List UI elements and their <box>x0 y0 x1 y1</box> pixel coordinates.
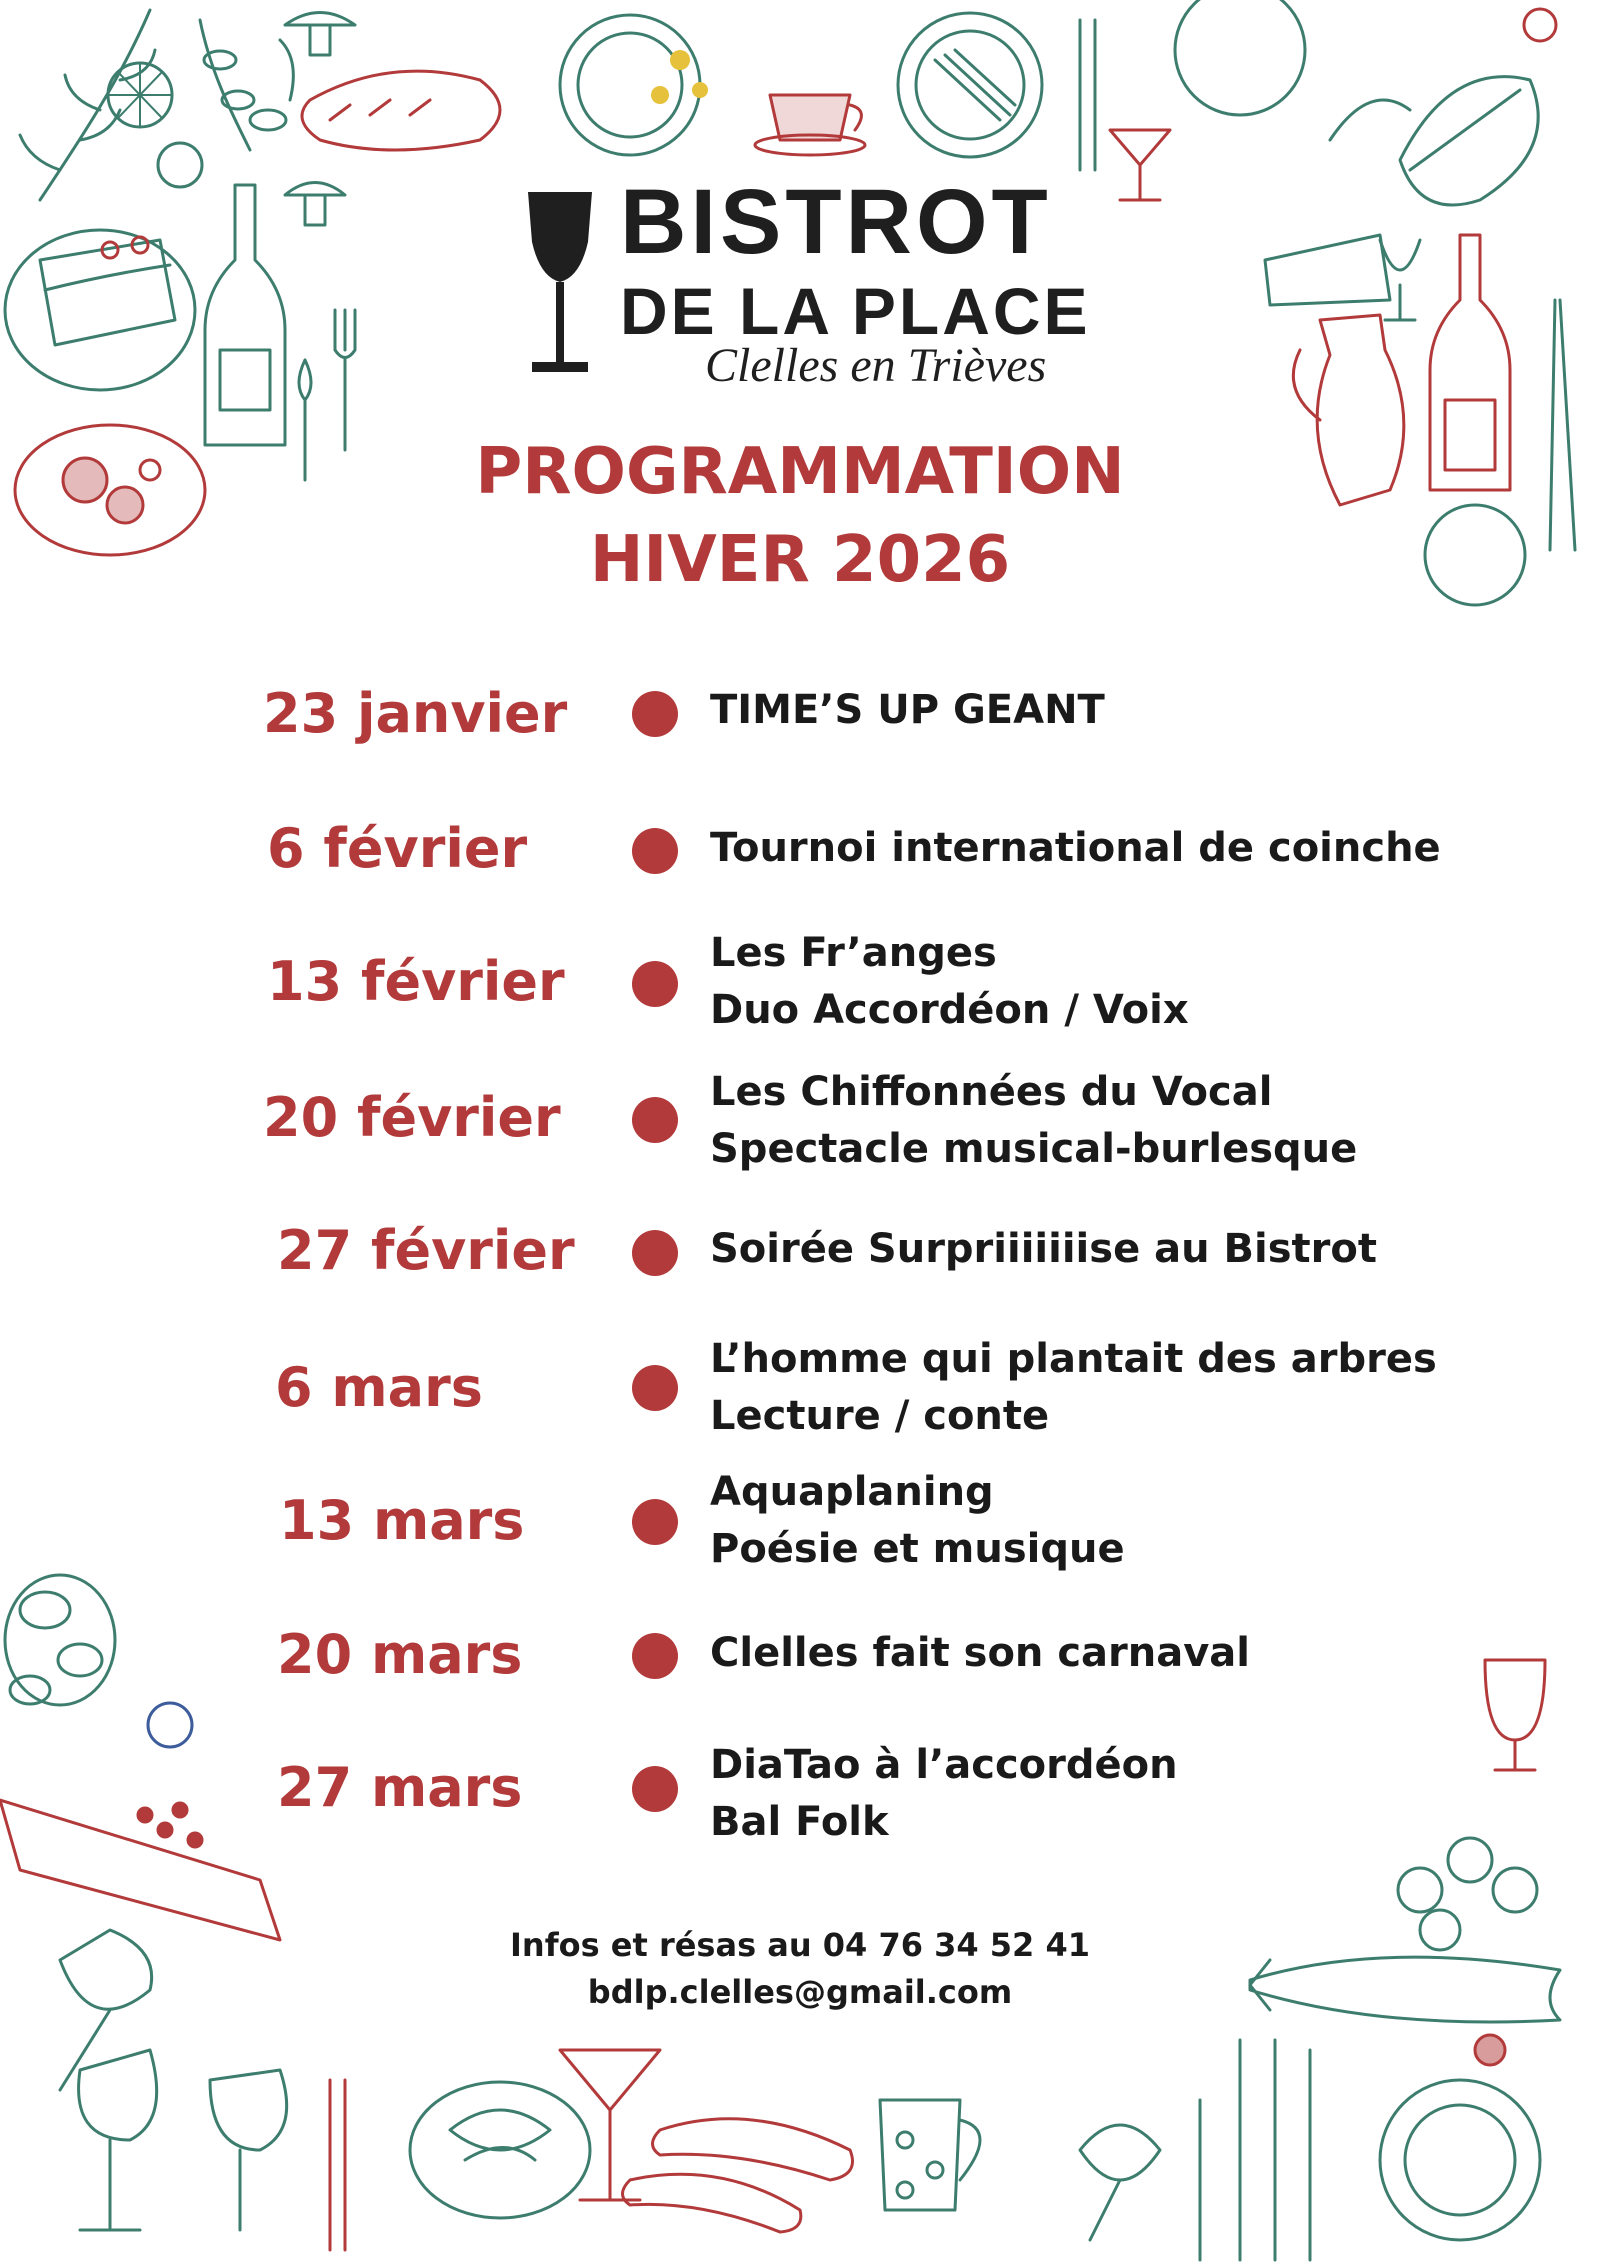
event-title: Clelles fait son carnaval <box>710 1630 1250 1676</box>
plate-icon <box>1380 2080 1540 2240</box>
event-description <box>710 1331 1437 1445</box>
bullet-dot-icon <box>632 828 678 874</box>
fork-icon <box>330 2080 345 2250</box>
berries-icon <box>1524 9 1556 41</box>
wine-bottle-icon <box>205 185 285 445</box>
event-title: Aquaplaning <box>710 1469 994 1515</box>
carrot-icon <box>1550 300 1575 550</box>
event-description <box>710 1625 1250 1682</box>
event-subtitle: Lecture / conte <box>710 1393 1050 1439</box>
bullet-dot-icon <box>632 961 678 1007</box>
event-title: L’homme qui plantait des arbres <box>710 1336 1437 1382</box>
fork-icon <box>1080 20 1095 170</box>
bullet-dot-icon <box>632 1633 678 1679</box>
mushroom-icon <box>285 13 355 56</box>
program-title: PROGRAMMATION <box>475 435 1125 509</box>
tomato-icon <box>158 143 202 187</box>
event-date: 27 mars <box>277 1756 523 1819</box>
mushroom-icon <box>285 183 345 226</box>
event-subtitle: Duo Accordéon / Voix <box>710 987 1189 1033</box>
bullet-dot-icon <box>632 1766 678 1812</box>
event-date: 6 février <box>267 817 528 880</box>
event-description <box>710 925 1189 1039</box>
bread-basket-icon <box>302 71 500 150</box>
contact-email[interactable]: bdlp.clelles@gmail.com <box>587 1973 1013 2011</box>
wine-glass-logo-icon <box>520 182 600 382</box>
mug-icon <box>880 2100 980 2210</box>
event-description <box>710 1737 1178 1851</box>
pasta-plate-icon <box>410 2082 590 2218</box>
cutting-board-icon <box>0 1800 280 1940</box>
event-title: Les Chiffonnées du Vocal <box>710 1069 1273 1115</box>
event-title: TIME’S UP GEANT <box>710 687 1105 733</box>
herbs-icon <box>20 10 293 200</box>
event-subtitle: Bal Folk <box>710 1799 889 1845</box>
bullet-dot-icon <box>632 1097 678 1143</box>
bullet-dot-icon <box>632 1230 678 1276</box>
event-description <box>710 1221 1377 1278</box>
event-date: 6 mars <box>275 1356 483 1419</box>
plate-icon <box>560 15 700 155</box>
event-date: 13 mars <box>279 1489 525 1552</box>
event-description <box>710 820 1441 877</box>
flower-icon <box>148 1703 192 1747</box>
fork-icon <box>335 310 355 450</box>
bullet-dot-icon <box>632 1499 678 1545</box>
brand-name: BISTROT <box>620 171 1052 273</box>
baguettes-icon <box>623 2119 853 2232</box>
contact-phone: Infos et résas au 04 76 34 52 41 <box>510 1926 1090 1964</box>
artichoke-icon <box>1080 2125 1160 2240</box>
bullet-dot-icon <box>632 691 678 737</box>
brand-location: Clelles en Trièves <box>705 339 1047 392</box>
event-title: DiaTao à l’accordéon <box>710 1742 1178 1788</box>
cake-icon <box>5 230 195 390</box>
event-date: 20 mars <box>277 1623 523 1686</box>
plate-icon <box>898 13 1042 157</box>
program-season: HIVER 2026 <box>589 523 1011 597</box>
event-description <box>710 1064 1357 1178</box>
event-description <box>710 682 1105 739</box>
wine-glasses-icon <box>60 1930 287 2230</box>
radish-icon <box>1475 2035 1505 2065</box>
bullet-dot-icon <box>632 1365 678 1411</box>
event-title: Soirée Surpriiiiiiise au Bistrot <box>710 1226 1377 1272</box>
event-title: Les Fr’anges <box>710 930 997 976</box>
event-subtitle: Spectacle musical-burlesque <box>710 1126 1358 1172</box>
event-date: 13 février <box>267 950 565 1013</box>
event-description <box>710 1464 1125 1578</box>
teacup-icon <box>755 95 865 155</box>
oysters-icon <box>5 1575 115 1705</box>
vine-leaf-icon <box>1330 77 1538 205</box>
plate-icon <box>1175 0 1305 115</box>
event-subtitle: Poésie et musique <box>710 1526 1125 1572</box>
wine-glass-icon <box>1485 1660 1545 1770</box>
event-date: 23 janvier <box>263 682 568 745</box>
cutlery-icon <box>1200 2040 1310 2260</box>
event-date: 20 février <box>263 1086 561 1149</box>
cheese-icon <box>1265 235 1390 305</box>
brand-logo <box>520 170 1140 400</box>
brand-subtitle: DE LA PLACE <box>620 274 1091 348</box>
event-title: Tournoi international de coinche <box>710 825 1441 871</box>
event-date: 27 février <box>277 1219 575 1282</box>
